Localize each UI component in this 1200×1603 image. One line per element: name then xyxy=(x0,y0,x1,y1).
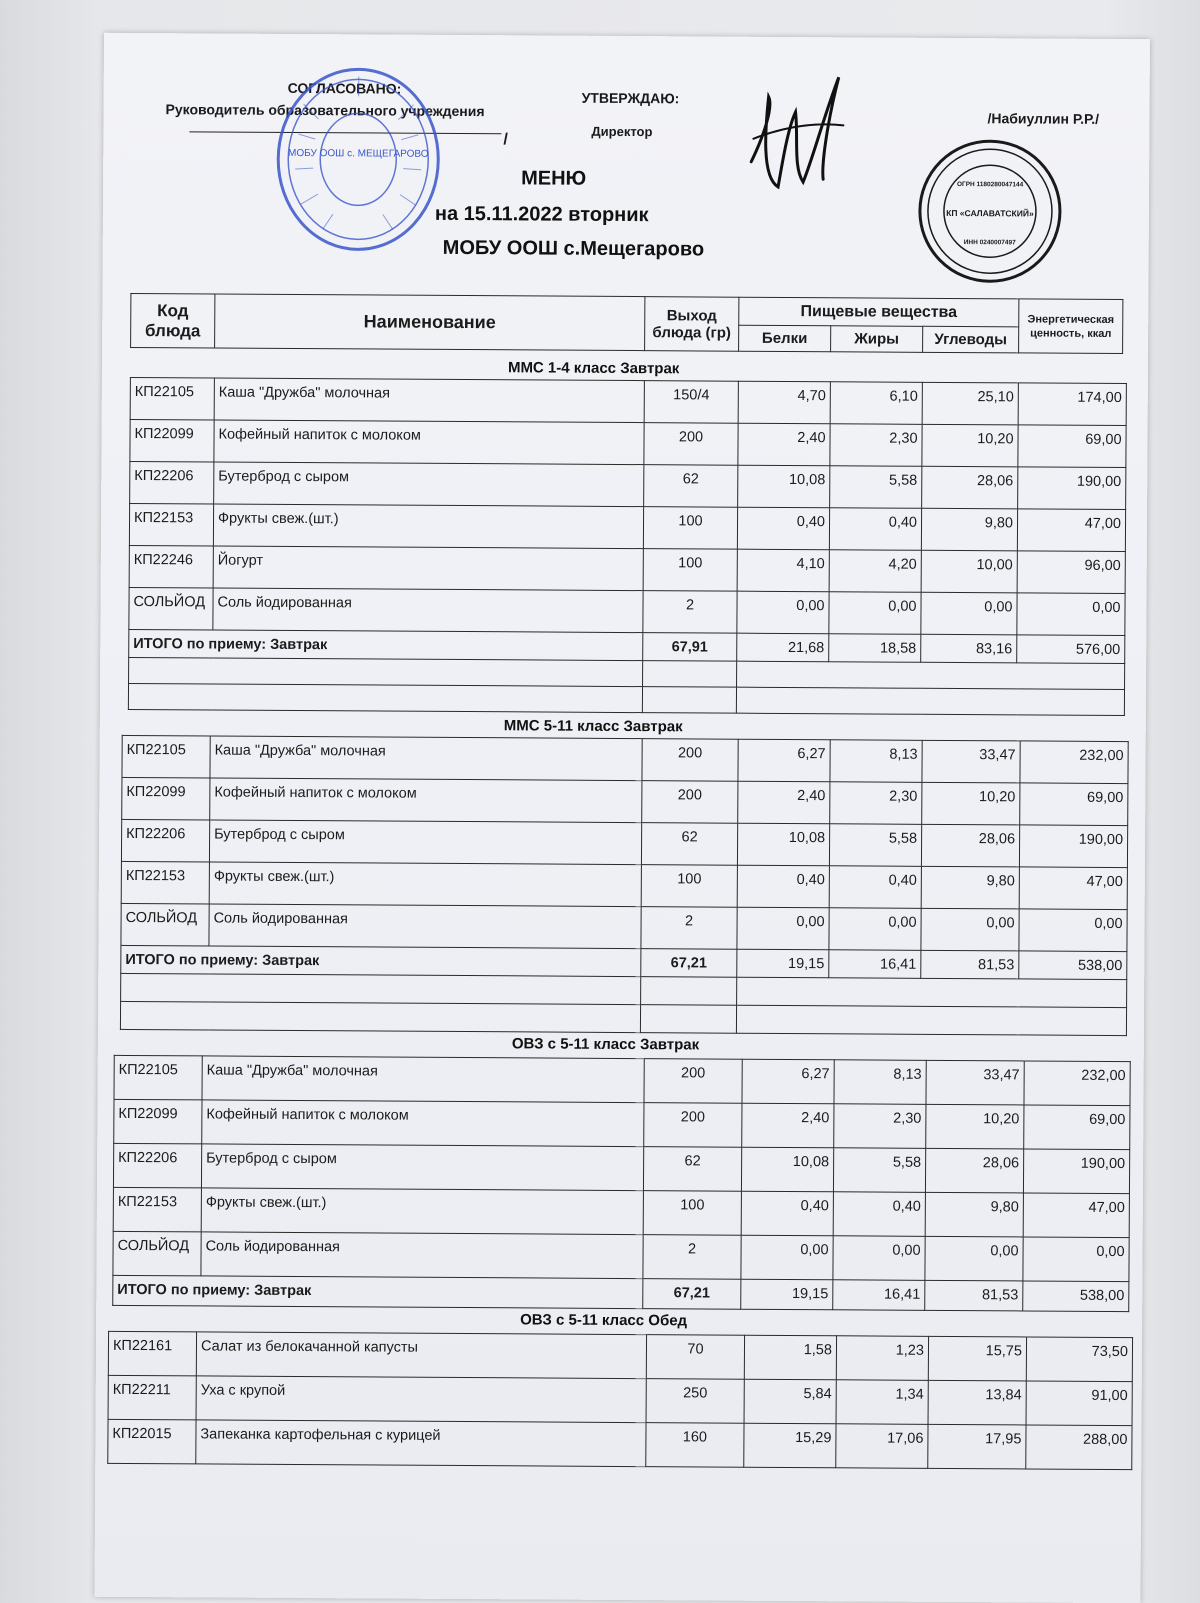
dish-protein: 2,40 xyxy=(742,1103,834,1148)
dish-energy: 288,00 xyxy=(1026,1425,1132,1470)
total-label: ИТОГО по приему: Завтрак xyxy=(113,1275,643,1308)
dish-fat: 6,10 xyxy=(830,382,922,425)
section-table xyxy=(128,377,1127,716)
dish-protein: 6,27 xyxy=(742,1059,834,1104)
dish-code: КП22099 xyxy=(122,777,210,820)
dish-fat: 0,40 xyxy=(829,508,921,551)
dish-yield: 200 xyxy=(644,1103,742,1148)
company-stamp-ogrn: ОГРН 1180280047144 xyxy=(956,181,1024,189)
dish-protein: 0,00 xyxy=(741,1235,833,1280)
table-row xyxy=(122,735,1128,783)
col-nutrients: Пищевые вещества xyxy=(739,297,1019,327)
dish-yield: 160 xyxy=(646,1423,744,1468)
dish-name: Соль йодированная xyxy=(213,588,643,633)
dish-energy: 47,00 xyxy=(1017,509,1125,552)
dish-energy: 190,00 xyxy=(1018,467,1126,510)
dish-carbs: 10,20 xyxy=(922,782,1020,825)
dish-protein: 5,84 xyxy=(744,1379,836,1424)
dish-fat: 0,00 xyxy=(833,1236,925,1281)
dish-fat: 0,40 xyxy=(833,1192,925,1237)
dish-energy: 174,00 xyxy=(1018,383,1126,426)
dish-fat: 0,00 xyxy=(829,592,921,635)
dish-protein: 2,40 xyxy=(738,423,830,466)
school-name: МОБУ ООШ с.Мещегарово xyxy=(442,236,705,261)
dish-energy: 47,00 xyxy=(1019,867,1127,910)
col-yield: Выход блюда (гр) xyxy=(645,297,739,352)
dish-name: Йогурт xyxy=(213,546,643,591)
total-label: ИТОГО по приему: Завтрак xyxy=(121,945,641,976)
dish-code: КП22206 xyxy=(121,819,209,862)
dish-energy: 91,00 xyxy=(1026,1381,1132,1426)
table-row xyxy=(113,1187,1129,1237)
section-title: ММС 1-4 класс Завтрак xyxy=(507,359,680,378)
dish-code: КП22105 xyxy=(122,735,210,778)
dish-fat: 5,58 xyxy=(830,466,922,509)
dish-protein: 0,00 xyxy=(737,591,829,634)
table-row xyxy=(129,545,1125,593)
section-table xyxy=(120,735,1129,1036)
total-carbs: 81,53 xyxy=(921,950,1019,979)
table-row xyxy=(130,419,1126,467)
company-stamp-inn: ИНН 0240007497 xyxy=(963,239,1016,247)
dish-yield: 200 xyxy=(644,423,738,466)
dish-code: СОЛЬЙОД xyxy=(121,903,209,946)
table-row xyxy=(121,903,1127,951)
table-row xyxy=(113,1143,1129,1193)
table-row xyxy=(113,1231,1129,1281)
dish-carbs: 9,80 xyxy=(921,508,1017,551)
dish-yield: 200 xyxy=(644,1059,742,1104)
col-carbs: Углеводы xyxy=(923,326,1019,353)
table-row xyxy=(108,1375,1132,1425)
dish-protein: 0,40 xyxy=(737,507,829,550)
dish-protein: 0,40 xyxy=(737,865,829,908)
company-stamp-icon xyxy=(916,138,1063,285)
dish-fat: 1,34 xyxy=(836,1380,928,1425)
agreed-label: СОГЛАСОВАНО: xyxy=(287,79,402,97)
dish-fat: 5,58 xyxy=(829,824,921,867)
dish-carbs: 33,47 xyxy=(926,1060,1024,1105)
dish-code: КП22099 xyxy=(114,1099,202,1144)
dish-carbs: 28,06 xyxy=(925,1148,1023,1193)
dish-energy: 73,50 xyxy=(1026,1337,1132,1382)
dish-protein: 15,29 xyxy=(744,1423,836,1468)
dish-yield: 100 xyxy=(641,865,737,908)
dish-name: Фрукты свеж.(шт.) xyxy=(209,862,641,907)
dish-yield: 2 xyxy=(641,907,737,950)
dish-name: Кофейный напиток с молоком xyxy=(214,420,644,465)
dish-protein: 6,27 xyxy=(738,739,830,782)
dish-protein: 4,10 xyxy=(737,549,829,592)
dish-code: КП22206 xyxy=(130,461,214,504)
dish-name: Каша "Дружба" молочная xyxy=(202,1056,644,1103)
section-title: ОВЗ с 5-11 класс Завтрак xyxy=(511,1035,700,1054)
total-protein: 19,15 xyxy=(737,949,829,978)
dish-code: КП22211 xyxy=(108,1375,196,1420)
dish-energy: 47,00 xyxy=(1023,1193,1129,1238)
dish-name: Кофейный напиток с молоком xyxy=(202,1100,644,1147)
school-stamp-icon xyxy=(273,64,444,255)
table-row xyxy=(129,587,1125,635)
total-fat: 18,58 xyxy=(829,634,921,663)
menu-title: МЕНЮ xyxy=(521,167,587,190)
agreed-slash: / xyxy=(503,131,508,149)
table-row xyxy=(114,1055,1130,1105)
dish-energy: 0,00 xyxy=(1017,593,1125,636)
dish-yield: 200 xyxy=(642,781,738,824)
dish-code: КП22015 xyxy=(108,1419,196,1464)
dish-name: Запеканка картофельная с курицей xyxy=(196,1420,646,1467)
dish-energy: 190,00 xyxy=(1019,825,1127,868)
table-row xyxy=(121,861,1127,909)
dish-code: КП22153 xyxy=(121,861,209,904)
dish-carbs: 10,20 xyxy=(922,424,1018,467)
dish-energy: 69,00 xyxy=(1024,1105,1130,1150)
dish-protein: 2,40 xyxy=(738,781,830,824)
dish-energy: 69,00 xyxy=(1020,783,1128,826)
menu-table-header xyxy=(130,293,1123,354)
dish-yield: 70 xyxy=(646,1335,744,1380)
total-energy: 538,00 xyxy=(1023,1281,1129,1312)
school-stamp-text: МОБУ ООШ с. МЕЩЕГАРОВО xyxy=(288,147,429,160)
col-name: Наименование xyxy=(215,294,645,351)
dish-fat: 2,30 xyxy=(830,424,922,467)
dish-code: КП22153 xyxy=(113,1187,201,1232)
dish-protein: 0,00 xyxy=(737,907,829,950)
table-row xyxy=(114,1099,1130,1149)
section-table xyxy=(112,1055,1131,1312)
dish-energy: 232,00 xyxy=(1024,1061,1130,1106)
dish-protein: 10,08 xyxy=(738,465,830,508)
total-yield: 67,21 xyxy=(641,949,737,978)
dish-carbs: 9,80 xyxy=(921,866,1019,909)
dish-name: Бутерброд с сыром xyxy=(209,820,641,865)
section-title: ОВЗ с 5-11 класс Обед xyxy=(520,1311,688,1330)
menu-sheet xyxy=(94,33,1150,1603)
total-carbs: 83,16 xyxy=(921,634,1017,663)
agreed-role: Руководитель образовательного учреждения xyxy=(165,101,485,120)
dish-carbs: 25,10 xyxy=(922,382,1018,425)
dish-yield: 62 xyxy=(643,1147,741,1192)
dish-code: КП22105 xyxy=(114,1055,202,1100)
dish-carbs: 0,00 xyxy=(921,908,1019,951)
section-table xyxy=(107,1331,1133,1470)
dish-protein: 4,70 xyxy=(738,381,830,424)
total-fat: 16,41 xyxy=(833,1280,925,1311)
table-row xyxy=(130,377,1126,425)
total-row xyxy=(113,1275,1129,1311)
dish-energy: 0,00 xyxy=(1023,1237,1129,1282)
dish-fat: 0,00 xyxy=(829,908,921,951)
dish-fat: 17,06 xyxy=(836,1424,928,1469)
empty-row xyxy=(120,1001,1126,1035)
table-row xyxy=(129,503,1125,551)
dish-carbs: 13,84 xyxy=(928,1380,1026,1425)
dish-yield: 2 xyxy=(643,591,737,634)
dish-carbs: 0,00 xyxy=(925,1236,1023,1281)
dish-code: СОЛЬЙОД xyxy=(129,587,213,630)
dish-name: Бутерброд с сыром xyxy=(201,1144,643,1191)
total-energy: 538,00 xyxy=(1019,951,1127,980)
table-row xyxy=(108,1331,1132,1381)
menu-date: на 15.11.2022 вторник xyxy=(434,202,649,227)
dish-code: КП22105 xyxy=(130,377,214,420)
dish-carbs: 28,06 xyxy=(921,824,1019,867)
total-label: ИТОГО по приему: Завтрак xyxy=(129,629,643,660)
dish-fat: 1,23 xyxy=(836,1336,928,1381)
dish-fat: 2,30 xyxy=(830,782,922,825)
approve-role: Директор xyxy=(591,123,653,140)
dish-carbs: 33,47 xyxy=(922,740,1020,783)
dish-energy: 96,00 xyxy=(1017,551,1125,594)
dish-code: КП22161 xyxy=(108,1331,196,1376)
dish-yield: 250 xyxy=(646,1379,744,1424)
dish-name: Соль йодированная xyxy=(201,1232,643,1279)
dish-carbs: 17,95 xyxy=(928,1424,1026,1469)
dish-name: Кофейный напиток с молоком xyxy=(210,778,642,823)
dish-fat: 5,58 xyxy=(833,1148,925,1193)
empty-row xyxy=(128,683,1124,715)
approve-name: /Набиуллин Р.Р./ xyxy=(987,110,1100,127)
dish-name: Салат из белокачанной капусты xyxy=(196,1332,646,1379)
dish-fat: 8,13 xyxy=(830,740,922,783)
total-yield: 67,91 xyxy=(643,633,737,662)
col-code: Код блюда xyxy=(131,293,215,348)
section-title: ММС 5-11 класс Завтрак xyxy=(503,717,683,736)
dish-protein: 10,08 xyxy=(737,823,829,866)
dish-protein: 0,40 xyxy=(741,1191,833,1236)
dish-energy: 69,00 xyxy=(1018,425,1126,468)
dish-protein: 10,08 xyxy=(741,1147,833,1192)
table-row xyxy=(122,777,1128,825)
company-stamp-name: КП «САЛАВАТСКИЙ» xyxy=(946,207,1034,219)
dish-name: Каша "Дружба" молочная xyxy=(210,736,642,781)
dish-carbs: 9,80 xyxy=(925,1192,1023,1237)
dish-yield: 100 xyxy=(643,507,737,550)
dish-name: Фрукты свеж.(шт.) xyxy=(213,504,643,549)
dish-energy: 190,00 xyxy=(1023,1149,1129,1194)
dish-name: Соль йодированная xyxy=(209,904,641,949)
dish-code: КП22246 xyxy=(129,545,213,588)
dish-name: Бутерброд с сыром xyxy=(214,462,644,507)
dish-fat: 8,13 xyxy=(834,1060,926,1105)
dish-yield: 100 xyxy=(643,1191,741,1236)
table-row xyxy=(130,461,1126,509)
table-row xyxy=(121,819,1127,867)
total-carbs: 81,53 xyxy=(925,1280,1023,1311)
dish-yield: 62 xyxy=(644,465,738,508)
dish-carbs: 10,00 xyxy=(921,550,1017,593)
dish-code: КП22206 xyxy=(113,1143,201,1188)
total-fat: 16,41 xyxy=(829,950,921,979)
dish-yield: 62 xyxy=(641,823,737,866)
col-energy: Энергетическая ценность, ккал xyxy=(1019,299,1123,354)
col-fat: Жиры xyxy=(831,326,923,353)
dish-yield: 200 xyxy=(642,739,738,782)
total-yield: 67,21 xyxy=(643,1279,741,1310)
approve-label: УТВЕРЖДАЮ: xyxy=(581,89,680,107)
dish-carbs: 28,06 xyxy=(922,466,1018,509)
dish-yield: 2 xyxy=(643,1235,741,1280)
dish-energy: 0,00 xyxy=(1019,909,1127,952)
dish-code: КП22153 xyxy=(129,503,213,546)
dish-fat: 4,20 xyxy=(829,550,921,593)
dish-name: Фрукты свеж.(шт.) xyxy=(201,1188,643,1235)
dish-name: Каша "Дружба" молочная xyxy=(214,378,644,423)
dish-code: КП22099 xyxy=(130,419,214,462)
total-protein: 19,15 xyxy=(741,1279,833,1310)
dish-yield: 150/4 xyxy=(644,381,738,424)
total-energy: 576,00 xyxy=(1017,635,1125,664)
dish-fat: 2,30 xyxy=(834,1104,926,1149)
dish-carbs: 10,20 xyxy=(926,1104,1024,1149)
director-signature-icon xyxy=(743,67,854,198)
dish-fat: 0,40 xyxy=(829,866,921,909)
dish-carbs: 15,75 xyxy=(928,1336,1026,1381)
table-row xyxy=(108,1419,1132,1469)
dish-code: СОЛЬЙОД xyxy=(113,1231,201,1276)
dish-carbs: 0,00 xyxy=(921,592,1017,635)
dish-protein: 1,58 xyxy=(744,1335,836,1380)
dish-name: Уха с крупой xyxy=(196,1376,646,1423)
dish-energy: 232,00 xyxy=(1020,741,1128,784)
col-protein: Белки xyxy=(739,325,831,352)
dish-yield: 100 xyxy=(643,549,737,592)
total-protein: 21,68 xyxy=(737,633,829,662)
